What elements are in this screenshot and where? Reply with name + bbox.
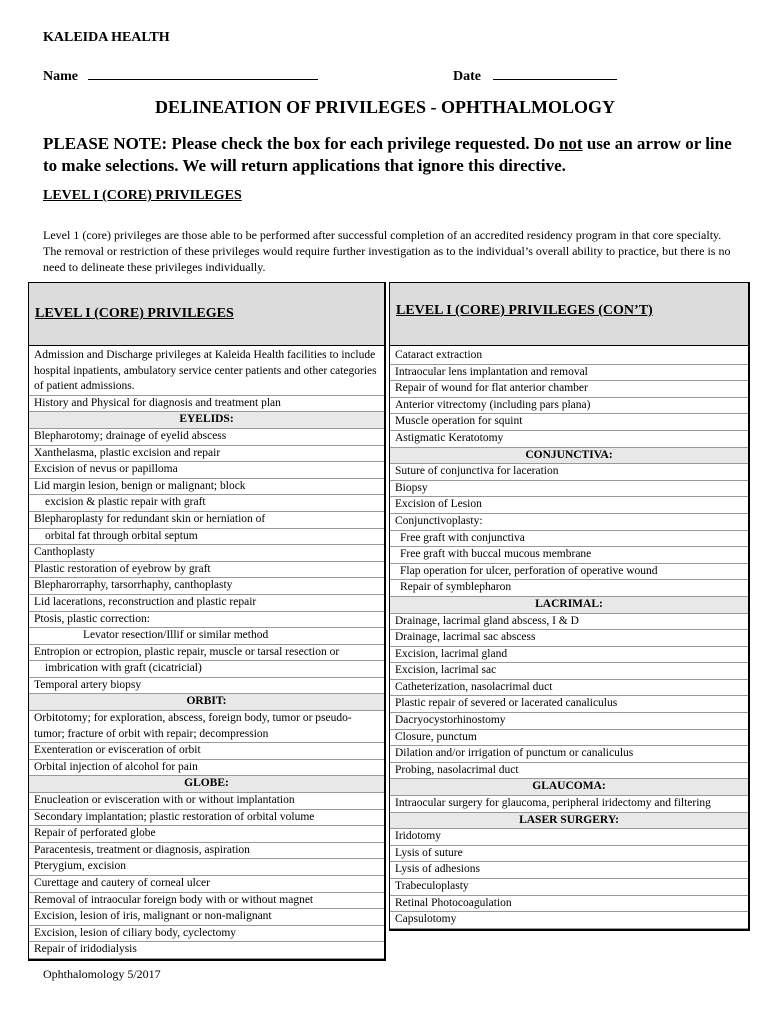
privilege-item[interactable]: Cataract extraction xyxy=(390,348,748,365)
left-privilege-list xyxy=(29,346,384,959)
privilege-item[interactable]: Free graft with buccal mucous membrane xyxy=(390,547,748,564)
privilege-item[interactable]: Retinal Photocoagulation xyxy=(390,896,748,913)
privilege-item[interactable]: orbital fat through orbital septum xyxy=(29,529,384,546)
privilege-item[interactable]: Secondary implantation; plastic restoration of orbital volume xyxy=(29,810,384,827)
privilege-item[interactable]: Catheterization, nasolacrimal duct xyxy=(390,680,748,697)
privilege-item[interactable]: Free graft with conjunctiva xyxy=(390,531,748,548)
privilege-item[interactable]: Lid margin lesion, benign or malignant; block xyxy=(29,479,384,496)
privilege-item[interactable]: Probing, nasolacrimal duct xyxy=(390,763,748,780)
privilege-item[interactable]: Repair of perforated globe xyxy=(29,826,384,843)
section-header: GLAUCOMA: xyxy=(390,779,748,796)
privilege-item[interactable]: Trabeculoplasty xyxy=(390,879,748,896)
note-part1: PLEASE NOTE: Please check the box for each privilege requested. Do xyxy=(43,134,559,153)
privilege-item[interactable]: Temporal artery biopsy xyxy=(29,678,384,695)
privilege-item[interactable]: History and Physical for diagnosis and treatment plan xyxy=(29,396,384,413)
section-header: CONJUNCTIVA: xyxy=(390,448,748,465)
privilege-item[interactable]: Pterygium, excision xyxy=(29,859,384,876)
right-column-heading: LEVEL I (CORE) PRIVILEGES (CON’T) xyxy=(390,283,748,346)
privilege-item[interactable]: Excision of Lesion xyxy=(390,497,748,514)
privilege-item[interactable]: Intraocular surgery for glaucoma, peripheral iridectomy and filtering xyxy=(390,796,748,813)
privilege-item[interactable]: Excision, lacrimal gland xyxy=(390,647,748,664)
privilege-item[interactable]: Intraocular lens implantation and removal xyxy=(390,365,748,382)
level-description: Level 1 (core) privileges are those able to be performed after successful completion of an accredited residency program in that core specialty. The removal or restriction of these privileges would require further investigation as to the individual’s overall ability to practice, but there is no need to delineate these privileges individually. xyxy=(43,228,731,274)
privilege-item[interactable]: Drainage, lacrimal gland abscess, I & D xyxy=(390,614,748,631)
please-note xyxy=(43,133,743,177)
privilege-item[interactable]: Iridotomy xyxy=(390,829,748,846)
right-privileges-column xyxy=(389,282,750,931)
right-privilege-list xyxy=(390,346,748,929)
date-label: Date xyxy=(453,69,481,84)
privilege-item[interactable]: Paracentesis, treatment or diagnosis, aspiration xyxy=(29,843,384,860)
privilege-item[interactable]: excision & plastic repair with graft xyxy=(29,495,384,512)
privilege-item[interactable]: Enucleation or evisceration with or without implantation xyxy=(29,793,384,810)
privilege-item[interactable]: Excision of nevus or papilloma xyxy=(29,462,384,479)
privilege-item[interactable]: Conjunctivoplasty: xyxy=(390,514,748,531)
privilege-item[interactable]: Removal of intraocular foreign body with or without magnet xyxy=(29,893,384,910)
section-header: LASER SURGERY: xyxy=(390,813,748,830)
date-field[interactable] xyxy=(453,67,617,85)
privilege-item[interactable]: Excision, lesion of iris, malignant or non-malignant xyxy=(29,909,384,926)
section-header: LACRIMAL: xyxy=(390,597,748,614)
privilege-item[interactable]: Suture of conjunctiva for laceration xyxy=(390,464,748,481)
privilege-item[interactable]: Levator resection/Illif or similar method xyxy=(29,628,384,645)
privilege-item[interactable]: Repair of iridodialysis xyxy=(29,942,384,959)
privilege-item[interactable]: imbrication with graft (cicatricial) xyxy=(29,661,384,678)
privilege-item[interactable]: Anterior vitrectomy (including pars plana) xyxy=(390,398,748,415)
name-field[interactable] xyxy=(43,67,318,85)
privilege-item[interactable]: Muscle operation for squint xyxy=(390,414,748,431)
privilege-item[interactable]: Blepharotomy; drainage of eyelid abscess xyxy=(29,429,384,446)
privilege-item[interactable]: Biopsy xyxy=(390,481,748,498)
privilege-item[interactable]: Blepharoplasty for redundant skin or herniation of xyxy=(29,512,384,529)
privilege-item[interactable]: Capsulotomy xyxy=(390,912,748,929)
privilege-item[interactable]: Xanthelasma, plastic excision and repair xyxy=(29,446,384,463)
privilege-item[interactable]: Lysis of adhesions xyxy=(390,862,748,879)
privilege-item[interactable]: Flap operation for ulcer, perforation of operative wound xyxy=(390,564,748,581)
privilege-item[interactable]: Admission and Discharge privileges at Kaleida Health facilities to include hospital inpatients, ambulatory service center patients and other categories of patient admissions. xyxy=(29,348,384,396)
privilege-item[interactable]: Closure, punctum xyxy=(390,730,748,747)
privilege-item[interactable]: Lid lacerations, reconstruction and plastic repair xyxy=(29,595,384,612)
level-heading: LEVEL I (CORE) PRIVILEGES xyxy=(43,188,242,203)
privilege-item[interactable]: Entropion or ectropion, plastic repair, muscle or tarsal resection or xyxy=(29,645,384,662)
section-header: ORBIT: xyxy=(29,694,384,711)
privilege-item[interactable]: Excision, lesion of ciliary body, cyclectomy xyxy=(29,926,384,943)
privilege-item[interactable]: Blepharorraphy, tarsorrhaphy, canthoplasty xyxy=(29,578,384,595)
privilege-item[interactable]: Lysis of suture xyxy=(390,846,748,863)
privilege-item[interactable]: Orbitotomy; for exploration, abscess, foreign body, tumor or pseudo-tumor; fracture of orbit with repair; decompression xyxy=(29,711,384,743)
privilege-item[interactable]: Astigmatic Keratotomy xyxy=(390,431,748,448)
privilege-item[interactable]: Repair of symblepharon xyxy=(390,580,748,597)
privilege-item[interactable]: Exenteration or evisceration of orbit xyxy=(29,743,384,760)
privilege-item[interactable]: Dilation and/or irrigation of punctum or canaliculus xyxy=(390,746,748,763)
section-header: EYELIDS: xyxy=(29,412,384,429)
organization-name: KALEIDA HEALTH xyxy=(43,30,170,45)
privilege-item[interactable]: Repair of wound for flat anterior chamber xyxy=(390,381,748,398)
page-title: DELINEATION OF PRIVILEGES - OPHTHALMOLOGY xyxy=(154,97,616,117)
note-emphasis: not xyxy=(558,134,583,153)
privilege-item[interactable]: Ptosis, plastic correction: xyxy=(29,612,384,629)
privilege-item[interactable]: Curettage and cautery of corneal ulcer xyxy=(29,876,384,893)
date-blank-line[interactable] xyxy=(493,67,617,80)
left-column-heading: LEVEL I (CORE) PRIVILEGES xyxy=(29,283,384,346)
footer-text: Ophthalomology 5/2017 xyxy=(43,967,161,981)
privilege-item[interactable]: Canthoplasty xyxy=(29,545,384,562)
privilege-item[interactable]: Dacryocystorhinostomy xyxy=(390,713,748,730)
note-part2: use an arrow or line to make selections. We will return applications that ignore this directive. xyxy=(43,134,732,175)
name-label: Name xyxy=(43,69,78,84)
privilege-item[interactable]: Plastic repair of severed or lacerated canaliculus xyxy=(390,696,748,713)
name-blank-line[interactable] xyxy=(88,67,318,80)
section-header: GLOBE: xyxy=(29,776,384,793)
privilege-item[interactable]: Orbital injection of alcohol for pain xyxy=(29,760,384,777)
privilege-item[interactable]: Excision, lacrimal sac xyxy=(390,663,748,680)
left-privileges-column xyxy=(28,282,386,961)
privilege-item[interactable]: Plastic restoration of eyebrow by graft xyxy=(29,562,384,579)
privilege-item[interactable]: Drainage, lacrimal sac abscess xyxy=(390,630,748,647)
